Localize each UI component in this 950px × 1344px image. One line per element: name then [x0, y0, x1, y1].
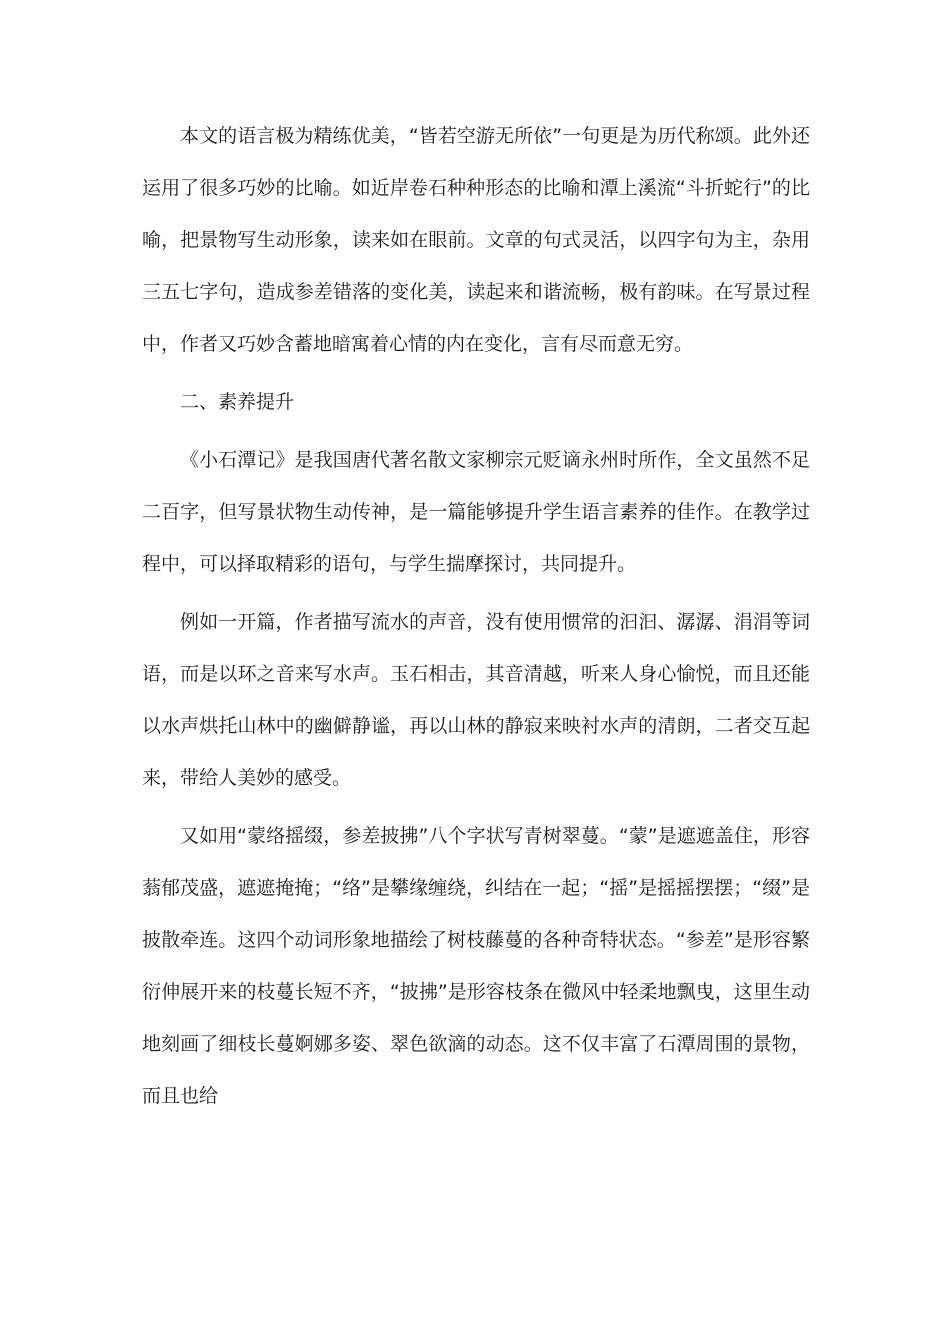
paragraph-language-style: 本文的语言极为精练优美，“皆若空游无所依”一句更是为历代称颂。此外还运用了很多巧妙的比喻。如近岸卷石种种形态的比喻和潭上溪流“斗折蛇行”的比喻，把景物写生动形象，读来如在眼前。文章的句式灵活，以四字句为主，杂用三五七字句，造成参差错落的变化美，读起来和谐流畅，极有韵味。在写景过程中，作者又巧妙含蓄地暗寓着心情的内在变化，言有尽而意无穷。 — [142, 125, 810, 355]
section-heading: 二、素养提升 — [180, 391, 295, 413]
paragraph-water-sound: 例如一开篇，作者描写流水的声音，没有使用惯常的汩汩、潺潺、涓涓等词语，而是以环之音来写水声。玉石相击，其音清越，听来人身心愉悦，而且还能以水声烘托山林中的幽僻静谧，再以山林的静寂来映衬水声的清朗，二者交互起来，带给人美妙的感受。 — [142, 611, 810, 789]
paragraph-intro: 《小石潭记》是我国唐代著名散文家柳宗元贬谪永州时所作，全文虽然不足二百字，但写景状物生动传神，是一篇能够提升学生语言素养的佳作。在教学过程中，可以择取精彩的语句，与学生揣摩探讨，共同提升。 — [142, 449, 810, 575]
paragraph-vines: 又如用“蒙络摇缀，参差披拂”八个字状写青树翠蔓。“蒙”是遮遮盖住，形容蓊郁茂盛，遮遮掩掩；“络”是攀缘缠绕，纠结在一起；“摇”是摇摇摆摆；“缀”是披散牵连。这四个动词形象地描绘了树枝藤蔓的各种奇特状态。“参差”是形容繁衍伸展开来的枝蔓长短不齐，“披拂”是形容枝条在微风中轻柔地飘曳，这里生动地刻画了细枝长蔓婀娜多姿、翠色欲滴的动态。这不仅丰富了石潭周围的景物，而且也给 — [142, 825, 810, 1107]
document-body — [142, 110, 810, 1128]
